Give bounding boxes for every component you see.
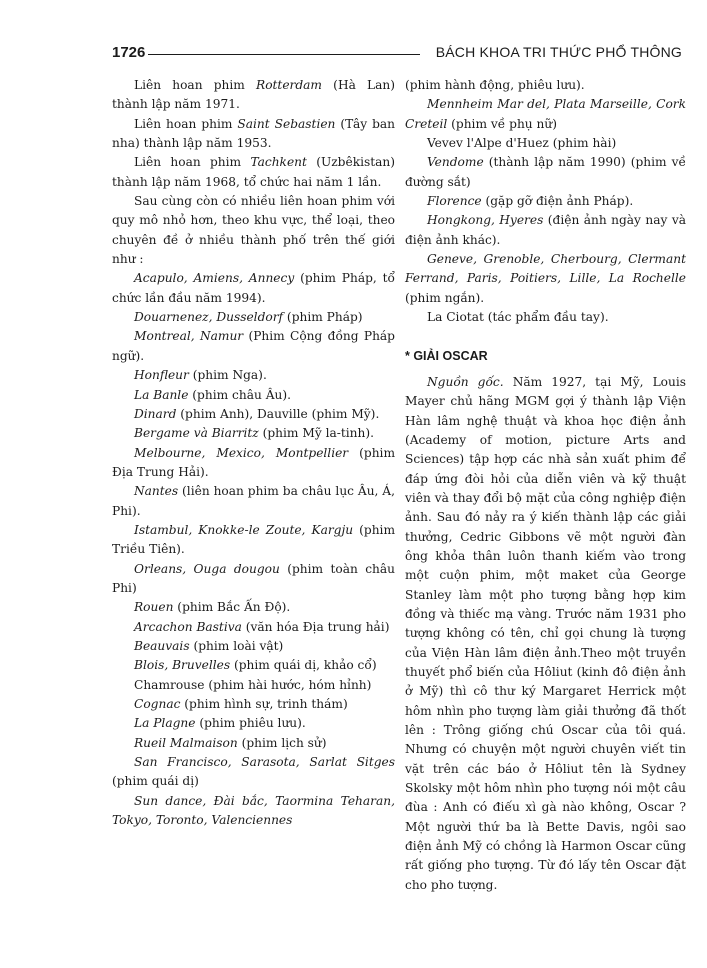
festival-entry: Vevev l'Alpe d'Huez (phim hài) — [427, 136, 617, 151]
festival-entry: La Banle (phim châu Âu). — [134, 387, 291, 402]
festival-entry: Blois, Bruvelles (phim quái dị, khảo cổ) — [134, 658, 377, 673]
paragraph: Liên hoan phim Saint Sebastien (Tây ban nha) thành lập năm 1953. — [112, 116, 395, 151]
festival-entry: Florence (gặp gỡ điện ảnh Pháp). — [427, 194, 634, 209]
left-column — [112, 76, 395, 830]
festival-entry: La Ciotat (tác phẩm đầu tay). — [427, 310, 609, 325]
festival-entry: Bergame và Biarritz (phim Mỹ la-tinh). — [134, 426, 374, 441]
page-number: 1726 — [112, 44, 146, 61]
book-title: BÁCH KHOA TRI THỨC PHỔ THÔNG — [435, 44, 682, 60]
festival-entry: Hongkong, Hyeres (điện ảnh ngày nay và điện ảnh khác). — [405, 213, 686, 247]
festival-entry: Sun dance, Đài bắc, Taormina Teharan, Tokyo, Toronto, Valenciennes — [112, 793, 395, 828]
festival-entry: Honfleur (phim Nga). — [134, 368, 267, 383]
festival-entry: Geneve, Grenoble, Cherbourg, Clermant Ferrand, Paris, Poitiers, Lille, La Rochelle (phim ngắn). — [405, 252, 686, 305]
festival-entry: Arcachon Bastiva (văn hóa Địa trung hải) — [134, 619, 390, 634]
festival-entry: Douarnenez, Dusseldorf (phim Pháp) — [134, 310, 363, 325]
page-header — [112, 44, 682, 66]
right-column — [405, 76, 686, 895]
continued-line: (phim hành động, phiêu lưu). — [405, 78, 585, 92]
header-rule — [148, 54, 420, 55]
oscar-origin-paragraph: Nguồn gốc. Năm 1927, tại Mỹ, Louis Mayer chủ hãng MGM gợi ý thành lập Viện Hàn lâm nghệ thuật và khoa học điện ảnh (Academy of motion, picture Arts and Sciences) tập hợp các nhà sản xuất phim để đáp ứng đòi hỏi của diễn viên và kỹ thuật viên và thay đổi bộ mặt của công nghiệp điện ảnh. Sau đó nảy ra ý kiến thành lập các giải thưởng, Cedric Gibbons vẽ một người đàn ông khỏa thân luôn thanh kiếm vào trong một cuộn phim, một maket của George Stanley làm một pho tượng bằng hợp kim đồng và thiếc mạ vàng. Trước năm 1931 pho tượng không có tên, chỉ gọi chung là tượng của Viện Hàn lâm điện ảnh.Theo một truyền thuyết phổ biến của Hôliut (kinh đô điện ảnh ở Mỹ) thì cô thư ký Margaret Herrick một hôm nhìn pho tượng làm giải thưởng đã thốt lên : Trông giống chú Oscar của tôi quá. Nhưng có chuyện một người chuyên viết tin vặt trên các báo ở Hôliut tên là Sydney Skolsky một hôm nhìn pho tượng nói một câu đùa : Anh có điếu xì gà nào không, Oscar ? Một người thứ ba là Bette Davis, ngôi sao điện ảnh Mỹ có chồng là Harmon Oscar cũng rất giống pho tượng. Từ đó lấy tên Oscar đặt cho pho tượng. — [405, 374, 687, 892]
festival-entry: Istambul, Knokke-le Zoute, Kargju (phim Triều Tiên). — [112, 522, 396, 557]
festival-entry: San Francisco, Sarasota, Sarlat Sitges (phim quái dị) — [112, 755, 395, 789]
paragraph: Sau cùng còn có nhiều liên hoan phim với quy mô nhỏ hơn, theo khu vực, thể loại, theo chuyên đề ở nhiều thành phố trên thế giới như : — [112, 194, 395, 267]
festival-entry: Nantes (liên hoan phim ba châu lục Âu, Á, Phi). — [112, 484, 395, 518]
paragraph: Liên hoan phim Tachkent (Uzbêkistan) thành lập năm 1968, tổ chức hai năm 1 lần. — [112, 155, 395, 189]
section-title: * GIẢI OSCAR — [405, 349, 488, 364]
paragraph: Liên hoan phim Rotterdam (Hà Lan) thành lập năm 1971. — [112, 78, 395, 112]
festival-entry: Montreal, Namur (Phim Cộng đồng Pháp ngữ). — [112, 329, 395, 363]
festival-entry: Rueil Malmaison (phim lịch sử) — [134, 735, 327, 750]
festival-entry: Dinard (phim Anh), Dauville (phim Mỹ). — [134, 406, 380, 421]
festival-entry: Vendome (thành lập năm 1990) (phim về đường sắt) — [405, 155, 686, 189]
festival-entry: Melbourne, Mexico, Montpellier (phim Địa Trung Hải). — [112, 445, 395, 479]
festival-entry: Cognac (phim hình sự, trinh thám) — [134, 697, 348, 711]
festival-entry: Chamrouse (phim hài hước, hóm hỉnh) — [134, 677, 372, 692]
festival-entry: Rouen (phim Bắc Ấn Độ). — [134, 600, 291, 615]
festival-entry: La Plagne (phim phiêu lưu). — [134, 716, 306, 731]
festival-entry: Acapulo, Amiens, Annecy (phim Pháp, tổ chức lần đầu năm 1994). — [112, 271, 395, 305]
festival-entry: Mennheim Mar del, Plata Marseille, Cork Creteil (phim về phụ nữ) — [405, 97, 686, 131]
festival-entry: Beauvais (phim loài vật) — [134, 638, 284, 653]
festival-entry: Orleans, Ouga dougou (phim toàn châu Phi) — [112, 561, 396, 595]
